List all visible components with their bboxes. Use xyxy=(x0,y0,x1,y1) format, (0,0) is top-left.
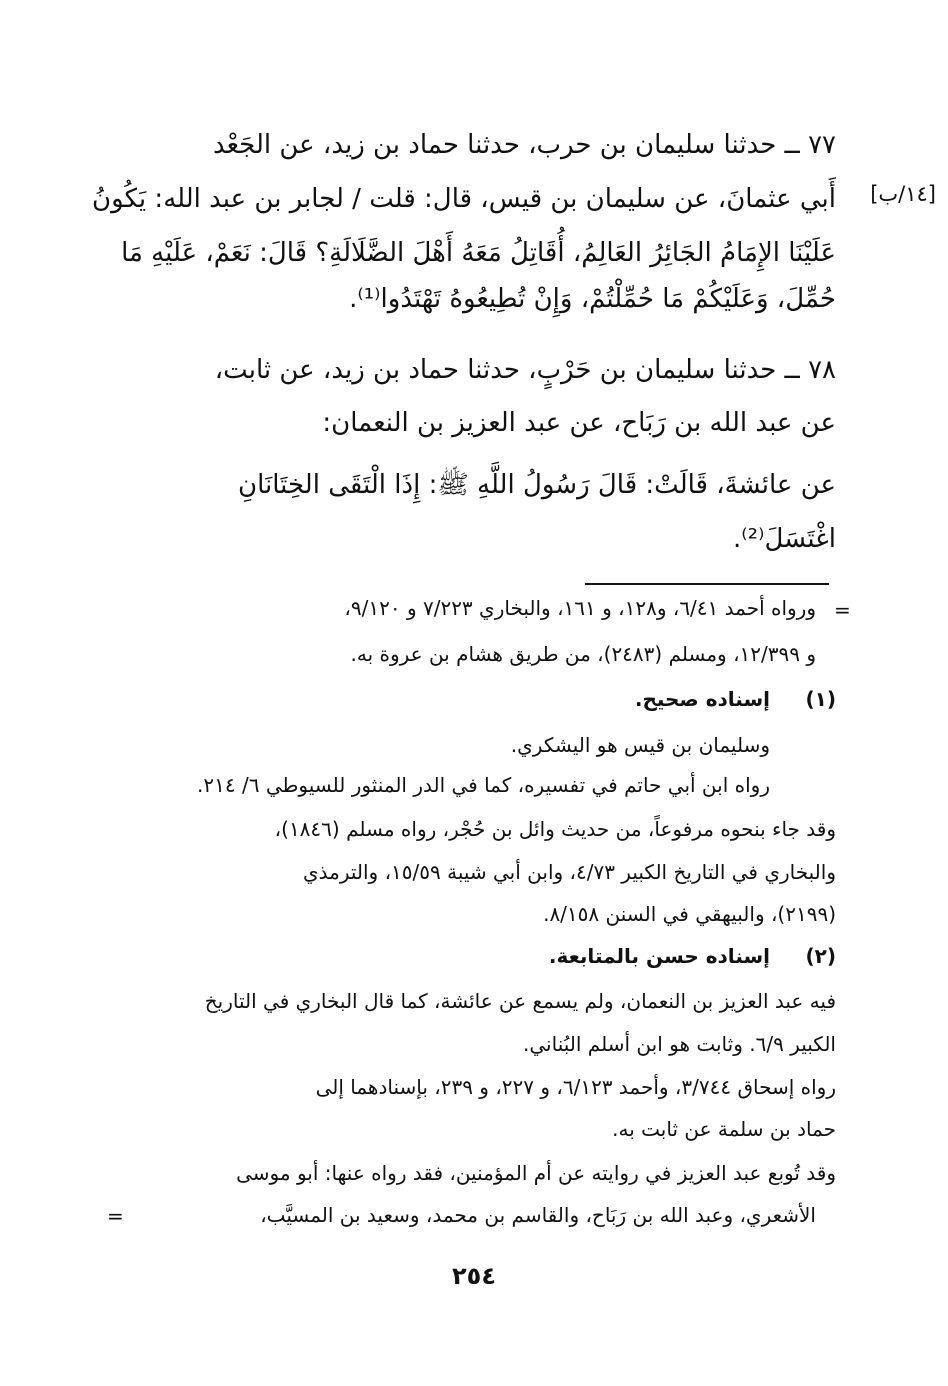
hadith-77-line-4: حُمِّلَ، وَعَلَيْكُمْ مَا حُمِّلْتُمْ، وَإِنْ تُطِيعُوهُ تَهْتَدُوا⁽¹⁾. xyxy=(349,284,836,314)
hadith-77-line-3: عَلَيْنَا الإِمَامُ الجَائِرُ العَالِمُ، أُقَاتِلُ مَعَهُ أَهْلَ الضَّلَالَةِ؟ قَالَ: نَعَمْ، عَلَيْهِ مَا xyxy=(121,238,836,268)
footnote-2-line-6: الأشعري، وعبد الله بن رَبَاح، والقاسم بن محمد، وسعيد بن المسيَّب، xyxy=(260,1203,816,1227)
footnote-1-number: (١) xyxy=(805,687,836,711)
footnote-1-heading: إسناده صحيح. xyxy=(634,687,770,711)
footnote-1-line-3: وقد جاء بنحوه مرفوعاً، من حديث وائل بن حُجْر، رواه مسلم (١٨٤٦)، xyxy=(274,817,836,841)
hadith-77-line-2: أَبي عثمانَ، عن سليمان بن قيس، قال: قلت / لجابر بن عبد الله: يَكُونُ xyxy=(92,184,836,214)
footnote-2-line-1: فيه عبد العزيز بن النعمان، ولم يسمع عن عائشة، كما قال البخاري في التاريخ xyxy=(204,989,836,1013)
footnote-2-number: (٢) xyxy=(805,944,836,968)
folio-marker: [١٤/ب] xyxy=(870,182,936,206)
footnote-cont-line-2: و ١٢/٣٩٩، ومسلم (٢٤٨٣)، من طريق هشام بن عروة به. xyxy=(350,642,816,666)
page-number: ٢٥٤ xyxy=(452,1262,496,1290)
footnote-2-heading: إسناده حسن بالمتابعة. xyxy=(548,944,770,968)
footnote-2-line-2: الكبير ٦/٩. وثابت هو ابن أسلم البُناني. xyxy=(523,1032,836,1056)
hadith-78-line-2: عن عبد الله بن رَبَاح، عن عبد العزيز بن النعمان: xyxy=(322,408,836,438)
footnote-2-line-4: حماد بن سلمة عن ثابت به. xyxy=(612,1117,836,1141)
footnote-2-line-3: رواه إسحاق ٣/٧٤٤، وأحمد ٦/١٢٣، و ٢٢٧، و ٢٣٩، بإسنادهما إلى xyxy=(315,1075,836,1099)
footnote-1-line-5: (٢١٩٩)، والبيهقي في السنن ٨/١٥٨. xyxy=(543,902,836,926)
continues-next-page-marker: = xyxy=(107,1204,124,1228)
footnote-1-line-2: رواه ابن أبي حاتم في تفسيره، كما في الدر المنثور للسيوطي ٦/ ٢١٤. xyxy=(197,773,770,797)
hadith-78-line-1: ٧٨ ــ حدثنا سليمان بن حَرْبٍ، حدثنا حماد بن زيد، عن ثابت، xyxy=(214,355,836,385)
footnote-1-line-1: وسليمان بن قيس هو اليشكري. xyxy=(510,733,770,757)
continuation-marker: = xyxy=(834,598,851,622)
hadith-77-line-1: ٧٧ ــ حدثنا سليمان بن حرب، حدثنا حماد بن زيد، عن الجَعْد xyxy=(212,130,836,160)
footnote-1-line-4: والبخاري في التاريخ الكبير ٤/٧٣، وابن أبي شيبة ١٥/٥٩، والترمذي xyxy=(302,860,836,884)
footnote-2-line-5: وقد تُوبع عبد العزيز في روايته عن أم المؤمنين، فقد رواه عنها: أبو موسى xyxy=(236,1161,836,1185)
footnote-cont-line-1: ورواه أحمد ٦/٤١، و١٢٨، و ١٦١، والبخاري ٧/٢٢٣ و ٩/١٢٠، xyxy=(344,596,816,620)
hadith-78-line-3: عن عائشةَ، قَالَتْ: قَالَ رَسُولُ اللَّهِ ﷺ: إِذَا الْتَقَى الخِتَانَانِ xyxy=(238,470,836,500)
hadith-78-line-4: اغْتَسَلَ⁽²⁾. xyxy=(732,524,836,554)
footnote-separator xyxy=(585,583,829,585)
